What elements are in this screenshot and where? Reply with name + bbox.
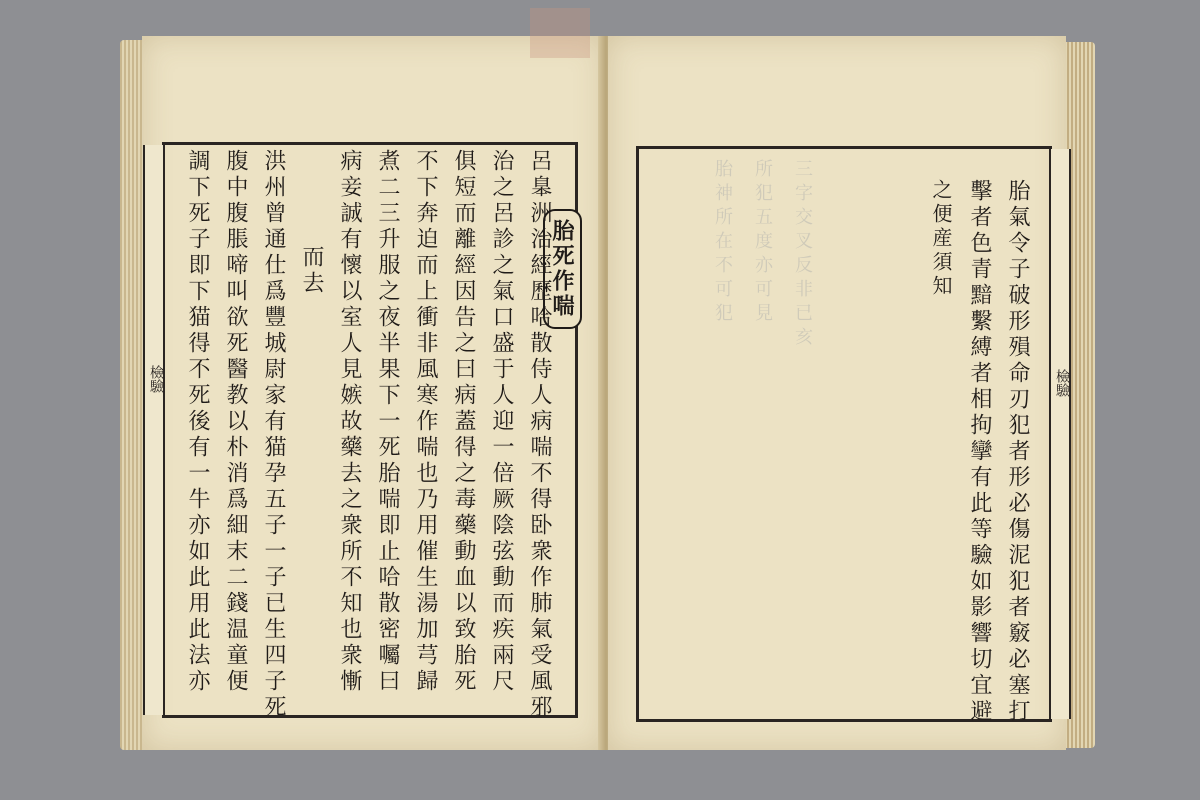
left-page [142,36,604,750]
show-through-text: 所犯五度亦可見 [752,159,773,327]
left-text-frame [148,142,578,721]
library-stamp [530,8,590,58]
open-book [120,28,1095,758]
text-column: 腹中腹脹啼叫欲死醫教以朴消爲細末二錢温童便 [223,149,248,695]
show-through-text: 胎神所在不可犯 [712,159,733,327]
text-column: 洪州曾通仕爲豐城尉家有猫孕五子一子已生四子死 [261,149,286,721]
text-column: 擊者色青黯繫縛者相拘攣有此等驗如影響切宜避 [967,179,992,725]
show-through-text: 三字交叉反非已亥 [792,159,813,351]
text-column: 治之呂診之氣口盛于人迎一倍厥陰弦動而疾兩尺 [489,149,514,695]
right-margin-strip [1049,149,1071,719]
section-title: 胎死作喘 [543,209,582,329]
left-margin-text: 檢驗 [148,365,164,393]
text-column: 病妾誠有懷以室人見嫉故藥去之衆所不知也衆慚 [337,149,362,695]
text-column: 之便産須知 [929,179,953,299]
text-column: 呂𦤎洲治經歷哈散侍人病喘不得卧衆作肺氣受風邪 [527,149,552,721]
right-text-frame [636,146,1070,725]
text-column: 調下死子即下猫得不死後有一牛亦如此用此法亦 [185,149,210,695]
text-column: 而去 [299,245,324,297]
right-margin-text: 檢驗 [1054,369,1070,397]
left-margin-strip [143,145,165,715]
text-column: 胎氣令子破形殞命刃犯者形必傷泥犯者竅必塞打 [1005,179,1030,725]
text-column: 不下奔迫而上衝非風寒作喘也乃用催生湯加芎歸 [413,149,438,695]
text-column: 俱短而離經因告之曰病蓋得之毒藥動血以致胎死 [451,149,476,695]
text-column: 煮二三升服之夜半果下一死胎喘即止哈散密囑曰 [375,149,400,695]
right-page [608,36,1070,750]
